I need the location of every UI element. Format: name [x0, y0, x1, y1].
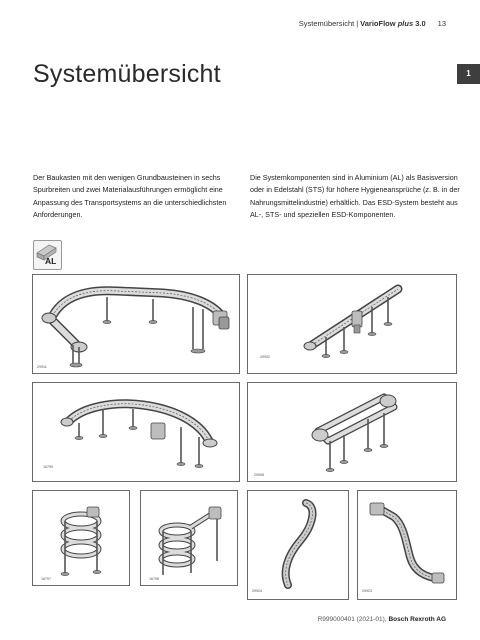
figure-number: 16799	[43, 465, 53, 469]
figure-number: 29911	[37, 365, 47, 369]
figure-spiral-conveyor-double	[140, 490, 238, 586]
material-badge-label: AL	[45, 256, 57, 266]
chapter-tab[interactable]: 1	[457, 64, 480, 84]
figure-conveyor-straight-drive	[247, 274, 457, 374]
conveyor-illustration	[248, 383, 456, 481]
figure-spiral-conveyor	[32, 490, 130, 586]
header-separator: |	[356, 19, 359, 28]
conveyor-illustration	[33, 275, 239, 373]
figure-number: 16797	[41, 577, 51, 581]
figure-wedge-conveyor-drive	[357, 490, 457, 600]
header-section: Systemübersicht	[298, 19, 355, 28]
figure-number: 29908	[254, 473, 264, 477]
page-footer	[318, 616, 446, 623]
figure-conveyor-oval-loop	[247, 382, 457, 482]
figure-number: 29924	[252, 589, 262, 593]
conveyor-illustration	[141, 491, 237, 585]
conveyor-illustration	[358, 491, 456, 599]
footer-company: Bosch Rexroth AG	[388, 616, 446, 623]
running-header	[299, 19, 446, 28]
header-brand	[360, 19, 425, 28]
footer-doc-ref: R999000401 (2021-01),	[317, 616, 387, 623]
figure-conveyor-curved-loop	[32, 274, 240, 374]
aluminium-material-badge	[33, 240, 62, 270]
conveyor-illustration	[33, 491, 129, 585]
figure-conveyor-wide-curve	[32, 382, 240, 482]
header-brand-version: 3.0	[415, 19, 426, 28]
intro-paragraph-right: Die Systemkomponenten sind in Aluminium (AL) als Basisversion oder in Edelstahl (STS) für höhere Hygieneansprüche (z. B. in der Nahrungsmittelindustrie) erhältlich. Das ESD-System besteht aus AL-, STS- und speziellen ESD-Komponenten.	[250, 173, 460, 219]
conveyor-illustration	[248, 275, 456, 373]
header-brand-name: VarioFlow	[360, 19, 396, 28]
page-title: Systemübersicht	[33, 60, 221, 88]
figure-wedge-curve-conveyor	[247, 490, 349, 600]
conveyor-illustration	[33, 383, 239, 481]
conveyor-illustration	[248, 491, 348, 599]
intro-paragraph-left: Der Baukasten mit den wenigen Grundbausteinen in sechs Spurbreiten und zwei Materialausführungen ermöglicht eine Anpassung des Transportsystems an die unterschiedlichsten Anforderungen.	[33, 173, 227, 219]
header-brand-plus: plus	[397, 19, 414, 28]
page-number: 13	[437, 19, 446, 28]
figure-number: 16798	[149, 577, 159, 581]
figure-number: 29902	[260, 355, 270, 359]
figure-number: 29923	[362, 589, 372, 593]
